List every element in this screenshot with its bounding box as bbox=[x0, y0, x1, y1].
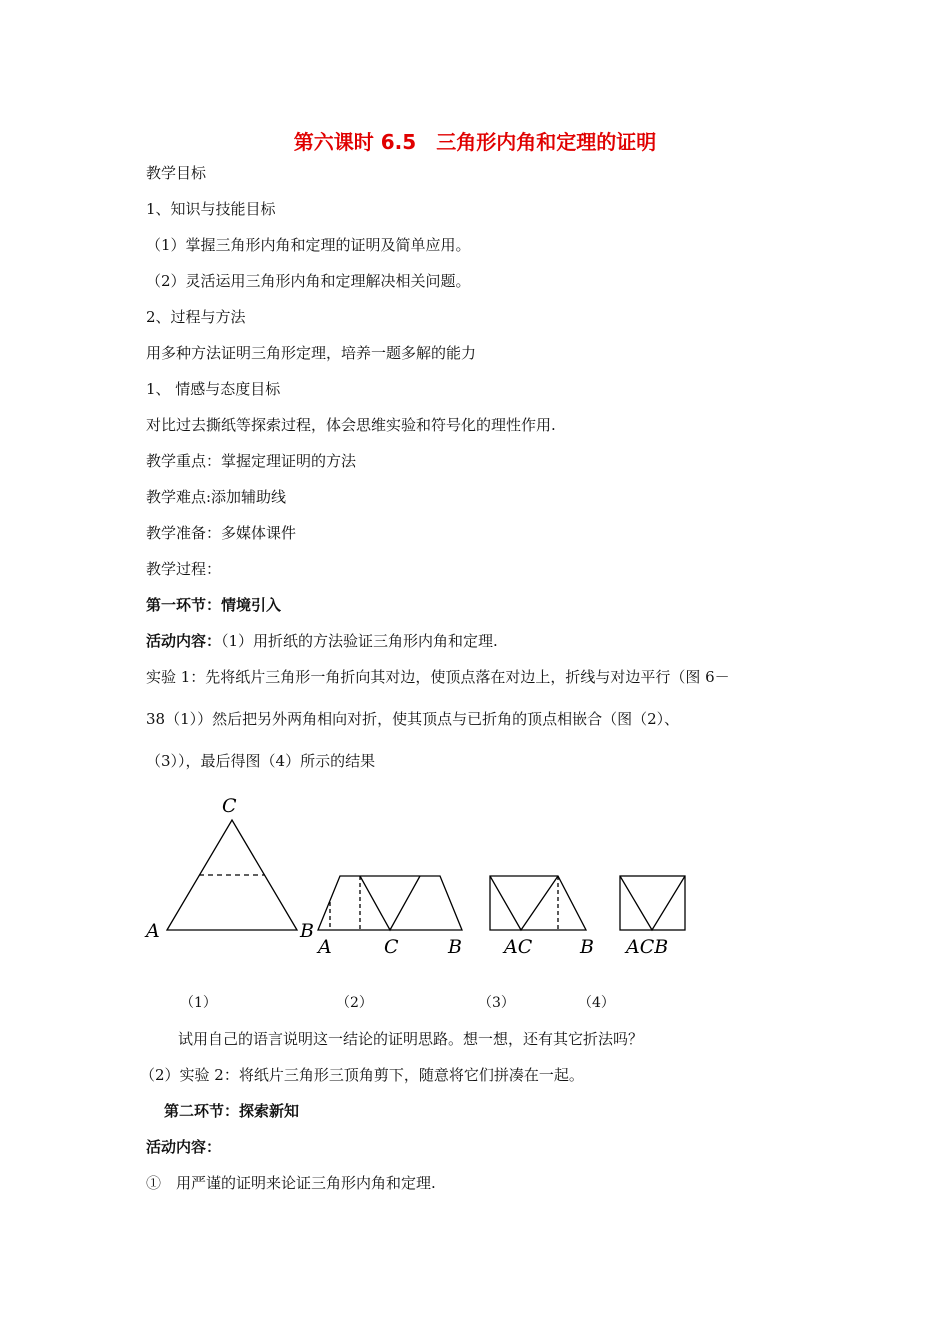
experiment-2-line: （2）实验 2：将纸片三角形三顶角剪下，随意将它们拼凑在一起。 bbox=[140, 1066, 584, 1084]
text-line: （2）灵活运用三角形内角和定理解决相关问题。 bbox=[146, 272, 471, 290]
figure-caption: （4） bbox=[578, 995, 615, 1011]
folded-rect-4 bbox=[620, 876, 685, 930]
label-ac: AC bbox=[504, 936, 533, 958]
folded-edges-2 bbox=[360, 876, 420, 930]
activity-label: 活动内容： bbox=[146, 632, 222, 650]
text-line: 1、知识与技能目标 bbox=[146, 200, 276, 218]
figure-caption: （2） bbox=[336, 995, 373, 1011]
figure-caption: （3） bbox=[478, 995, 515, 1011]
text-line: 1、 情感与态度目标 bbox=[146, 380, 281, 398]
section-heading-2: 第二环节：探索新知 bbox=[164, 1102, 300, 1120]
label-b: B bbox=[448, 936, 462, 958]
text-line: 教学难点:添加辅助线 bbox=[146, 488, 287, 506]
folded-edges-3 bbox=[490, 876, 558, 930]
page-title: 第六课时 6.5 三角形内角和定理的证明 bbox=[293, 130, 657, 154]
activity-text: （1）用折纸的方法验证三角形内角和定理. bbox=[221, 632, 498, 650]
label-c: C bbox=[384, 936, 399, 958]
activity-label-2: 活动内容： bbox=[146, 1138, 222, 1156]
text-line: 教学过程： bbox=[146, 560, 222, 578]
label-b: B bbox=[300, 920, 314, 942]
section-heading-1: 第一环节：情境引入 bbox=[146, 596, 282, 614]
text-line: 2、过程与方法 bbox=[146, 308, 246, 326]
label-b: B bbox=[580, 936, 594, 958]
text-line: 教学目标 bbox=[146, 164, 207, 182]
folded-edges-4 bbox=[620, 876, 685, 930]
text-line: 对比过去撕纸等探索过程，体会思维实验和符号化的理性作用. bbox=[146, 416, 556, 434]
text-line: 教学重点：掌握定理证明的方法 bbox=[146, 452, 357, 470]
folding-figure bbox=[140, 790, 710, 970]
text-line: 教学准备：多媒体课件 bbox=[146, 524, 297, 542]
text-line: 用多种方法证明三角形定理，培养一题多解的能力 bbox=[146, 344, 477, 362]
experiment-line-1: 实验 1：先将纸片三角形一角折向其对边，使顶点落在对边上，折线与对边平行（图 6－ bbox=[146, 668, 730, 686]
activity-line bbox=[146, 631, 498, 651]
text-line: （1）掌握三角形内角和定理的证明及简单应用。 bbox=[146, 236, 471, 254]
list-item: ① 用严谨的证明来论证三角形内角和定理. bbox=[146, 1174, 436, 1192]
triangle-abc bbox=[167, 820, 297, 930]
experiment-line-2: 38（1））然后把另外两角相向对折，使其顶点与已折角的顶点相嵌合（图（2）、 bbox=[146, 710, 680, 728]
folded-shape-2 bbox=[318, 876, 462, 930]
label-a: A bbox=[146, 920, 160, 942]
figure-caption: （1） bbox=[180, 995, 217, 1011]
experiment-line-3: （3）），最后得图（4）所示的结果 bbox=[146, 752, 376, 770]
label-a: A bbox=[318, 936, 332, 958]
label-c: C bbox=[222, 795, 237, 817]
folded-shape-3 bbox=[490, 876, 586, 930]
label-acb: ACB bbox=[626, 936, 669, 958]
question-line: 试用自己的语言说明这一结论的证明思路。想一想，还有其它折法吗？ bbox=[178, 1030, 644, 1048]
